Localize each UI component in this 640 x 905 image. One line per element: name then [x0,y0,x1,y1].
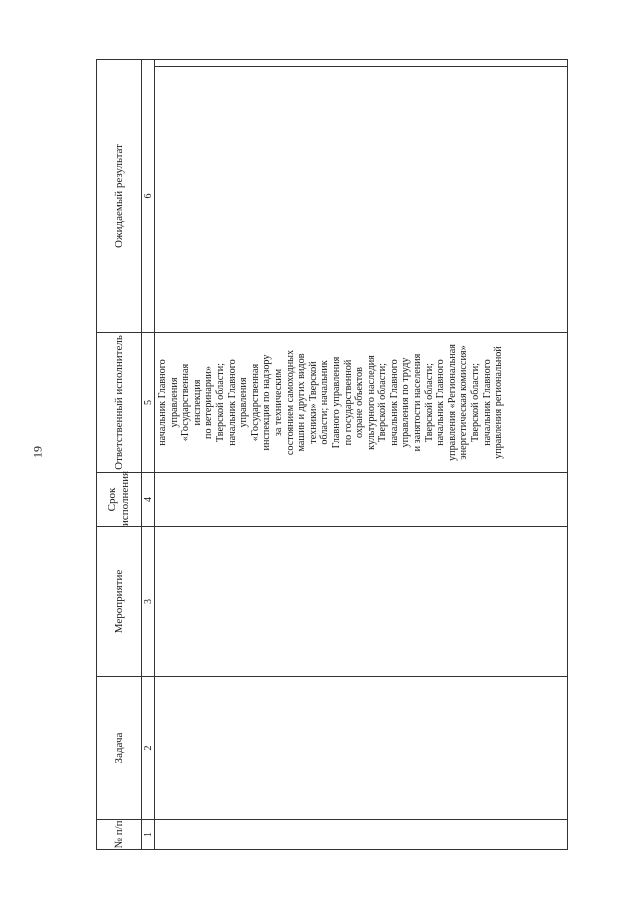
responsible-line: управления по труду [400,357,412,448]
cell-number [155,820,568,850]
responsible-line: Тверской области; [423,363,435,443]
cell-task [155,677,568,820]
responsible-line: области; начальник [319,360,331,445]
column-number-1: 1 [142,820,155,850]
cell-responsible [155,333,568,473]
responsible-line: инспекция по надзору [261,354,273,451]
responsible-line: Главного управления [330,356,342,449]
measures-table-container [96,60,566,850]
responsible-line: начальник Главного [435,359,447,446]
responsible-line: техники» Тверской [307,361,319,444]
responsible-line: управления [168,377,180,428]
responsible-line: Тверской области; [470,363,482,443]
responsible-line: «Государственная [249,363,261,442]
column-number-2: 2 [142,677,155,820]
responsible-line: машин и других видов [296,353,308,452]
responsible-line: по ветеринарии» [203,366,215,439]
measures-table [96,59,568,850]
header-responsible: Ответственный исполнитель [97,333,142,473]
responsible-line: начальник Главного [388,359,400,446]
responsible-line: Тверской области; [377,363,389,443]
responsible-line: управления «Региональная [446,344,458,461]
responsible-line: «Государственная [180,363,192,442]
responsible-line: Тверской области; [214,363,226,443]
responsible-line: начальник Главного [157,359,168,446]
header-row [97,60,142,850]
responsible-line: энергетическая комиссия» [458,345,470,460]
responsible-line: культурного наследия [365,355,377,450]
cell-divider-line [155,66,567,67]
responsible-line: за техническим [272,368,284,437]
header-expected-result: Ожидаемый результат [97,60,142,333]
header-number: № п/п [97,820,142,850]
responsible-line: управления региональной [493,346,505,459]
responsible-line: инспекция [191,379,203,426]
responsible-line: управления [238,377,250,428]
responsible-line: начальник Главного [226,359,238,446]
responsible-line: по государственной [342,359,354,446]
column-number-row [142,60,155,850]
table-row [155,60,568,850]
header-task: Задача [97,677,142,820]
header-activity: Мероприятие [97,527,142,677]
column-number-4: 4 [142,473,155,527]
responsible-line: состоянием самоходных [284,349,296,456]
responsible-line: и занятости населения [412,353,424,452]
responsible-line: охране объектов [354,367,366,438]
responsible-line: начальник Главного [481,359,493,446]
cell-deadline [155,473,568,527]
header-deadline: Срок исполнения [97,473,142,527]
column-number-3: 3 [142,527,155,677]
column-number-5: 5 [142,333,155,473]
cell-activity [155,527,568,677]
cell-expected-result [155,60,568,333]
column-number-6: 6 [142,60,155,333]
